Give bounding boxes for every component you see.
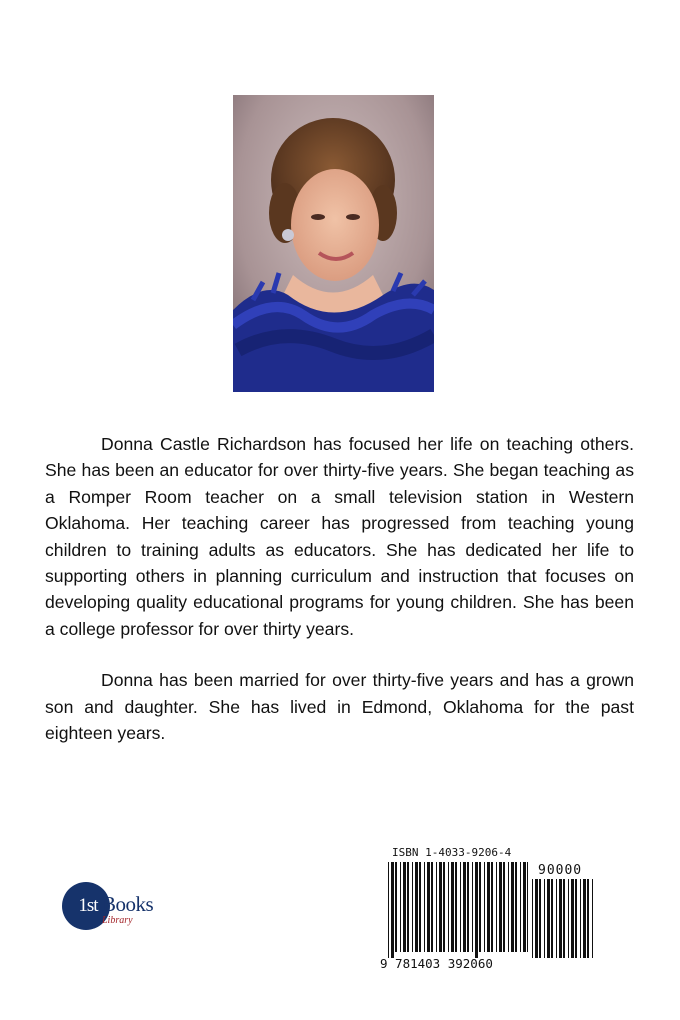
- barcode-bar: [451, 862, 454, 952]
- barcode-bar: [547, 879, 550, 958]
- barcode-bar: [427, 862, 430, 952]
- barcode-bar: [475, 862, 478, 958]
- barcode-bar: [559, 879, 562, 958]
- barcode-bar: [583, 879, 586, 958]
- barcode-bar: [568, 879, 569, 958]
- barcode-bar: [496, 862, 497, 952]
- barcode-bar: [571, 879, 574, 958]
- barcode-bar: [439, 862, 442, 952]
- barcode-bar: [472, 862, 473, 952]
- barcode-bar: [575, 879, 577, 958]
- barcode-bar: [479, 862, 481, 952]
- barcode-bar: [484, 862, 485, 952]
- barcode-bar: [448, 862, 449, 952]
- isbn-label: ISBN 1-4033-9206-4: [392, 846, 512, 859]
- barcode-bar: [580, 879, 581, 958]
- barcode-bar: [391, 862, 394, 958]
- barcode-bar: [388, 862, 389, 958]
- barcode-bar: [535, 879, 538, 958]
- barcode-bar: [511, 862, 514, 952]
- bio-paragraph: Donna Castle Richardson has focused her life on teaching others. She has been an educator for over thirty-five years. She began teaching as a Romper Room teacher on a small television station in Western Oklahoma. Her teaching career has progressed from teaching young children to training adults as educators. She has dedicated her life to supporting others in planning curriculum and instruction that focuses on developing quality educational programs for young children. She has been a college professor for over thirty years.: [45, 434, 634, 639]
- publisher-logo-numeral: 1st: [78, 895, 98, 916]
- barcode-bar: [467, 862, 469, 952]
- barcode-bar: [443, 862, 445, 952]
- barcode-bar: [487, 862, 490, 952]
- publisher-logo-word: Books: [102, 892, 154, 916]
- ean-number: 9 781403 392060: [380, 956, 493, 971]
- author-portrait-image: [233, 95, 434, 392]
- barcode-bar: [455, 862, 457, 952]
- barcode-bar: [460, 862, 461, 952]
- barcode-bar: [508, 862, 509, 952]
- barcode-bar: [412, 862, 413, 952]
- barcode-bar: [415, 862, 418, 952]
- barcode-bar: [503, 862, 505, 952]
- barcode-bar: [556, 879, 557, 958]
- barcode-bar: [436, 862, 437, 952]
- barcode-bar: [592, 879, 593, 958]
- barcode-bar: [532, 879, 533, 958]
- barcode-bar: [491, 862, 493, 952]
- barcode-bar: [587, 879, 589, 958]
- barcode-bar: [419, 862, 421, 952]
- author-photo: [233, 95, 434, 392]
- publisher-logo-sub: Library: [102, 915, 133, 926]
- barcode-bar: [520, 862, 521, 952]
- addon-barcode-bars: [532, 879, 594, 958]
- barcode-bar: [523, 862, 526, 952]
- barcode-bar: [400, 862, 401, 952]
- barcode-bar: [403, 862, 406, 952]
- barcode-bar: [563, 879, 565, 958]
- addon-number: 90000: [538, 863, 583, 878]
- barcode-bar: [463, 862, 466, 952]
- barcode-bar: [515, 862, 517, 952]
- barcode-bar: [431, 862, 433, 952]
- barcode-bar: [499, 862, 502, 952]
- bio-paragraph: Donna has been married for over thirty-five years and has a grown son and daughter. She has lived in Edmond, Oklahoma for the past eighteen years.: [45, 670, 634, 744]
- barcode-bar: [544, 879, 545, 958]
- barcode-bar: [395, 862, 397, 952]
- ean-barcode-bars: [388, 862, 528, 958]
- barcode-bar: [407, 862, 409, 952]
- barcode-bar: [527, 862, 528, 952]
- barcode-bar: [551, 879, 553, 958]
- barcode-bar: [424, 862, 425, 952]
- barcode-bar: [539, 879, 541, 958]
- publisher-logo: [62, 882, 172, 934]
- barcode: [378, 846, 600, 988]
- author-bio: [45, 431, 634, 771]
